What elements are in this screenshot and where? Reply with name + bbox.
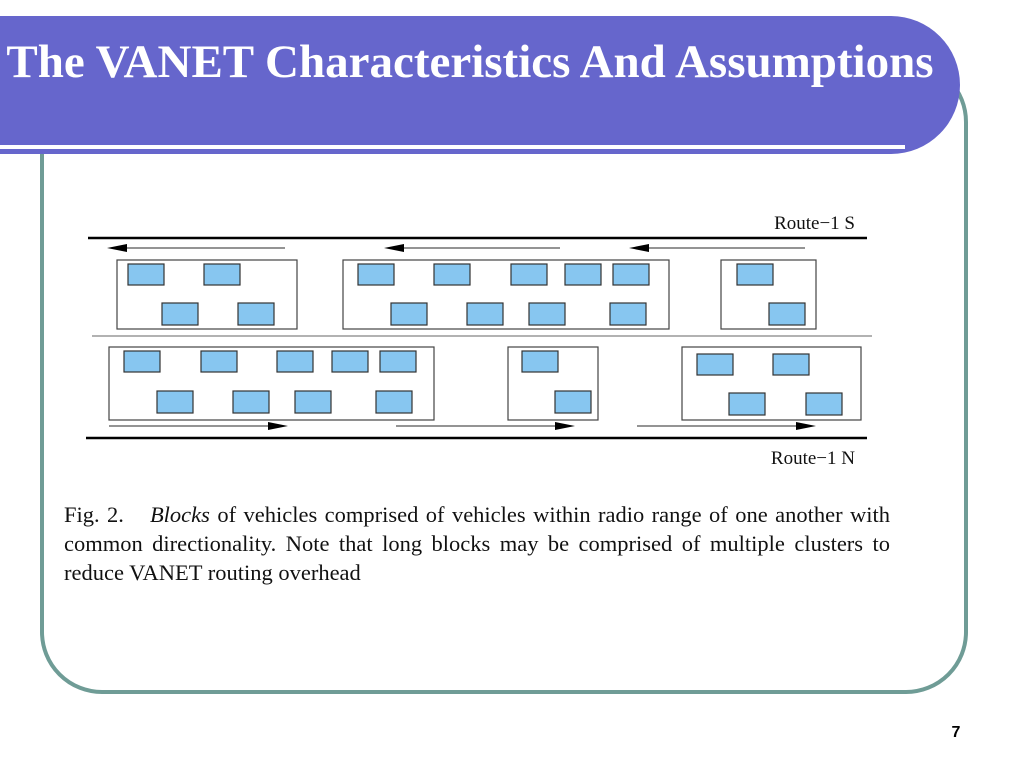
southbound-arrow — [107, 244, 285, 252]
vehicle — [737, 264, 773, 285]
vehicle — [162, 303, 198, 325]
vehicle — [773, 354, 809, 375]
vehicle — [204, 264, 240, 285]
vehicle — [295, 391, 331, 413]
vehicle — [391, 303, 427, 325]
vehicle — [380, 351, 416, 372]
vehicle — [434, 264, 470, 285]
northbound-arrow — [637, 422, 816, 430]
southbound-arrow — [384, 244, 560, 252]
slide-number: 7 — [951, 724, 961, 741]
caption-emphasis: Blocks — [149, 502, 210, 527]
vehicle — [511, 264, 547, 285]
vehicle — [238, 303, 274, 325]
vehicle — [729, 393, 765, 415]
route-north-label: Route−1 N — [770, 448, 855, 469]
southbound-arrow — [629, 244, 805, 252]
vehicle — [565, 264, 601, 285]
vehicle — [769, 303, 805, 325]
vehicle — [157, 391, 193, 413]
vehicle — [201, 351, 237, 372]
vehicle — [332, 351, 368, 372]
vehicle — [529, 303, 565, 325]
figure-number: Fig. 2. — [64, 502, 124, 527]
vehicle — [277, 351, 313, 372]
title-underline — [0, 145, 905, 149]
vehicle — [555, 391, 591, 413]
vehicle — [522, 351, 558, 372]
slide-title: The VANET Characteristics And Assumptions — [6, 36, 934, 88]
vehicle — [467, 303, 503, 325]
vanet-blocks-diagram — [80, 205, 880, 475]
caption-text: of vehicles comprised of vehicles within radio range of one another with common directionality. Note that long blocks may be comprised of multiple clusters to reduce VANET routing overhead — [64, 502, 890, 585]
vehicle — [610, 303, 646, 325]
northbound-arrow — [109, 422, 288, 430]
northbound-arrow — [396, 422, 575, 430]
title-bar — [0, 16, 960, 154]
route-south-label: Route−1 S — [774, 213, 855, 234]
vehicle — [806, 393, 842, 415]
vehicle — [358, 264, 394, 285]
vehicle — [697, 354, 733, 375]
vehicle — [376, 391, 412, 413]
figure-caption — [64, 500, 890, 587]
vehicle — [128, 264, 164, 285]
vehicle — [124, 351, 160, 372]
vehicle — [233, 391, 269, 413]
vehicle — [613, 264, 649, 285]
